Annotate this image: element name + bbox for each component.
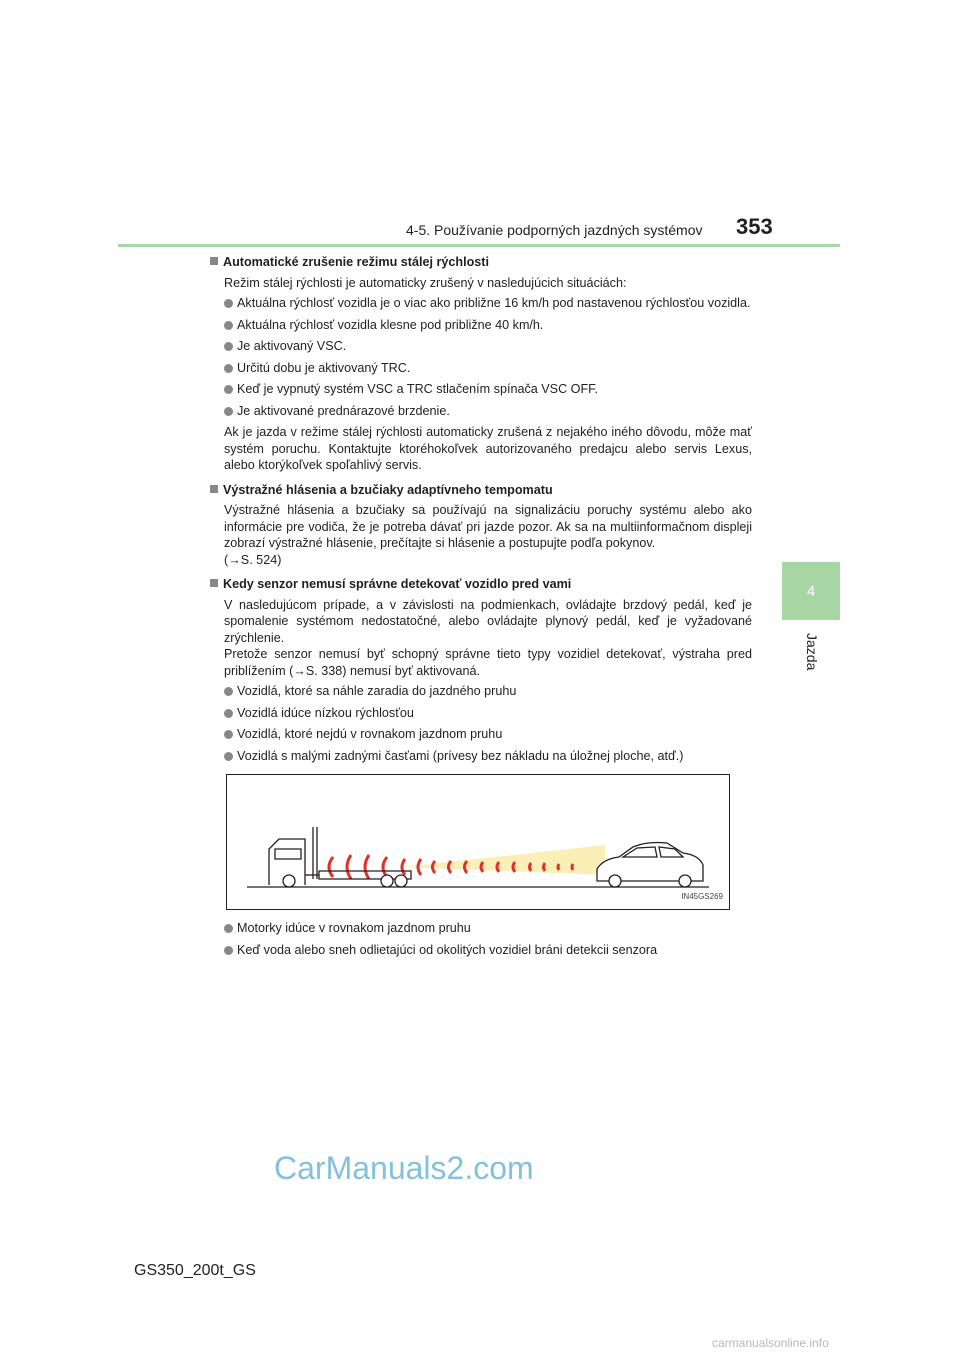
auto-cancel-intro: Režim stálej rýchlosti je automaticky zrušený v nasledujúcich situáciách: xyxy=(224,275,627,290)
list-item: Vozidlá, ktoré nejdú v rovnakom jazdnom pruhu xyxy=(224,726,752,743)
bullet-dot-icon xyxy=(224,385,233,394)
list-item: Vozidlá idúce nízkou rýchlosťou xyxy=(224,705,752,722)
detection-text: V nasledujúcom prípade, a v závislosti na podmienkach, ovládajte brzdový pedál, keď je spomalenie systémom nedostatočné, alebo ovládajte plynový pedál, keď je vyžadované zrýchlenie. Pretože senzor nemusí byť schopný správne tieto typy vozidiel detekovať, výstraha pred priblížením (→S. 338) nemusí byť aktivovaná. xyxy=(224,597,752,678)
list-item: Keď je vypnutý systém VSC a TRC stlačením spínača VSC OFF. xyxy=(224,381,752,398)
bullet-dot-icon xyxy=(224,299,233,308)
chapter-tab[interactable] xyxy=(782,562,840,620)
watermark-logo: CarManuals2.com xyxy=(274,1150,534,1186)
bullet-dot-icon xyxy=(224,730,233,739)
section-heading-warnings: Výstražné hlásenia a bzučiaky adaptívneho tempomatu xyxy=(210,482,752,499)
square-bullet-icon xyxy=(210,579,218,587)
list-item: Motorky idúce v rovnakom jazdnom pruhu xyxy=(224,920,752,937)
list-item: Vozidlá s malými zadnými časťami (prívesy bez nákladu na úložnej ploche, atď.) xyxy=(224,748,752,765)
list-item: Vozidlá, ktoré sa náhle zaradia do jazdného pruhu xyxy=(224,683,752,700)
bullet-dot-icon xyxy=(224,364,233,373)
list-item: Aktuálna rýchlosť vozidla je o viac ako približne 16 km/h pod nastavenou rýchlosťou vozidla. xyxy=(224,295,752,312)
bullet-dot-icon xyxy=(224,407,233,416)
chapter-label: Jazda xyxy=(804,633,820,671)
chapter-number: 4 xyxy=(806,582,816,600)
illustration-svg xyxy=(227,775,731,911)
car-outline xyxy=(597,843,703,888)
auto-cancel-outro: Ak je jazda v režime stálej rýchlosti automaticky zrušená z nejakého iného dôvodu, môže mať systém poruchu. Kontaktujte ktoréhokoľvek autorizovaného predajcu alebo servis Lexus, alebo ktorýkoľvek spoľahlivý servis. xyxy=(224,425,752,472)
bullet-dot-icon xyxy=(224,687,233,696)
watermark-small: carmanualsonline.info xyxy=(712,1336,829,1350)
header-section-title: 4-5. Používanie podporných jazdných systémov xyxy=(406,222,703,238)
list-item: Keď voda alebo sneh odlietajúci od okolitých vozidiel bráni detekcii senzora xyxy=(224,942,752,959)
bullet-dot-icon xyxy=(224,709,233,718)
bullet-dot-icon xyxy=(224,752,233,761)
header-divider xyxy=(118,244,840,247)
bullet-dot-icon xyxy=(224,924,233,933)
bullet-dot-icon xyxy=(224,342,233,351)
footer-model-code: GS350_200t_GS xyxy=(134,1262,256,1279)
square-bullet-icon xyxy=(210,485,218,493)
page-reference-link[interactable]: (→S. 524) xyxy=(224,552,282,567)
page-content xyxy=(210,254,752,963)
list-item: Je aktivované prednárazové brzdenie. xyxy=(224,403,752,420)
list-item: Aktuálna rýchlosť vozidla klesne pod približne 40 km/h. xyxy=(224,317,752,334)
square-bullet-icon xyxy=(210,257,218,265)
bullet-dot-icon xyxy=(224,321,233,330)
section-heading-detection: Kedy senzor nemusí správne detekovať vozidlo pred vami xyxy=(210,576,752,593)
truck-outline xyxy=(269,827,411,887)
page-number: 353 xyxy=(736,214,773,239)
warnings-text: Výstražné hlásenia a bzučiaky sa používajú na signalizáciu poruchy systému alebo ako informácie pre vodiča, že je potreba dávať pri jazde pozor. Ak sa na multiinformačnom displeji zobrazí výstražné hlásenie, prečítajte si hlásenie a postupujte podľa pokynov. (→S. 524) xyxy=(224,503,752,567)
figure-code: IN45GS269 xyxy=(681,891,723,901)
list-item: Je aktivovaný VSC. xyxy=(224,338,752,355)
bullet-dot-icon xyxy=(224,946,233,955)
section-heading-auto-cancel: Automatické zrušenie režimu stálej rýchlosti xyxy=(210,254,752,271)
illustration-truck-trailer xyxy=(226,774,730,910)
list-item: Určitú dobu je aktivovaný TRC. xyxy=(224,360,752,377)
